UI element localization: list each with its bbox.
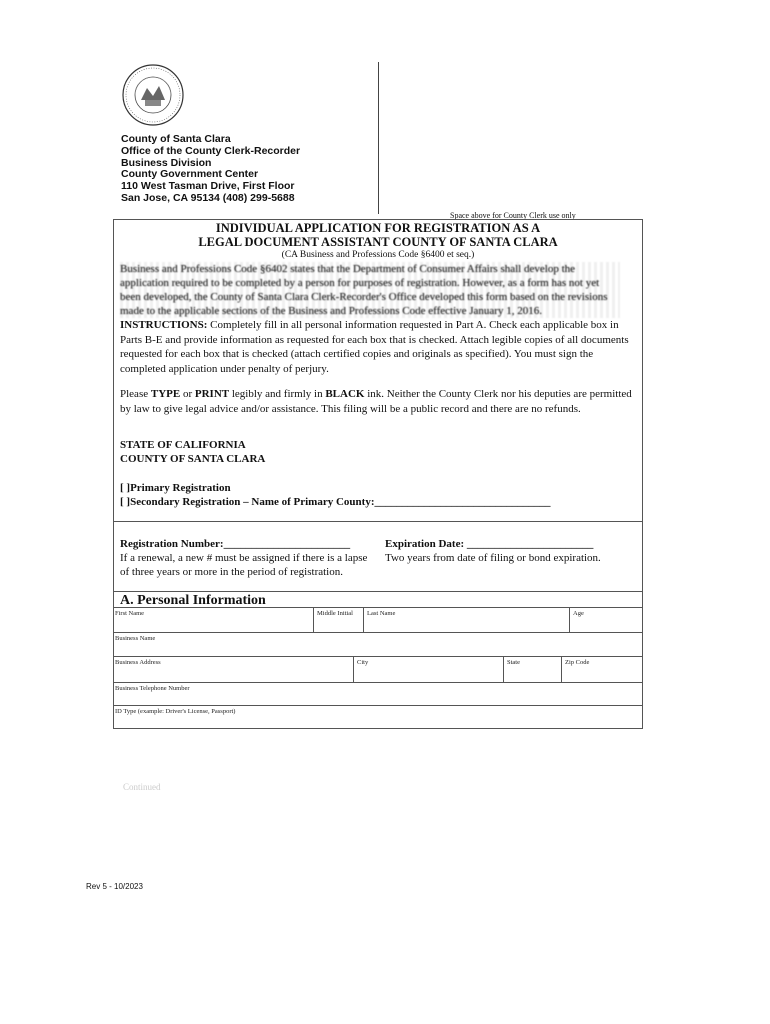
field-divider [353,657,354,683]
type-keyword: TYPE [150,388,181,400]
ink-text: ink. Neither the County Clerk nor his deputies are permitted by law to give legal advice and/or assistance. This filing will be a public record and there are no refunds. [120,388,632,415]
address-line: 110 West Tasman Drive, First Floor [121,180,295,193]
field-divider [363,608,364,633]
expiration-date-block [385,537,640,565]
faint-continued-text: Continued [123,782,161,792]
expiration-date-field[interactable]: Expiration Date: _______________________ [385,538,594,550]
business-address-field[interactable] [113,657,353,683]
registration-number-block [120,537,375,579]
last-name-label: Last Name [367,610,396,617]
city-field[interactable] [355,657,503,683]
clerk-use-divider [378,62,379,214]
section-a-heading: A. Personal Information [120,593,266,608]
form-title [113,221,643,249]
field-divider [503,657,504,683]
form-title-line: LEGAL DOCUMENT ASSISTANT COUNTY OF SANTA CLARA [198,235,558,249]
print-keyword: PRINT [194,388,230,400]
revision-label: Rev 5 - 10/2023 [86,882,143,891]
first-name-label: First Name [115,610,145,617]
business-name-label: Business Name [115,635,156,642]
primary-registration-checkbox[interactable]: [ ]Primary Registration [120,482,231,494]
state-label: STATE OF CALIFORNIA [120,439,246,451]
clerk-use-note: Space above for County Clerk use only [450,211,576,220]
middle-initial-label: Middle Initial [317,610,353,617]
form-subtitle: (CA Business and Professions Code §6400 et seq.) [281,250,475,260]
instructions-text: Completely fill in all personal information requested in Part A. Check each applicable box in Parts B-E and provide information as requested for each box that is checked. Attach legible copies of all documents requested for each box that is checked (attach certified copies and originals as specified). You must sign the completed application under penalty of perjury. [120,319,629,375]
zip-code-label: Zip Code [565,659,590,666]
address-line: Business Division [121,156,212,169]
business-phone-field[interactable] [113,682,643,705]
zip-code-field[interactable] [563,657,641,683]
address-line: San Jose, CA 95134 (408) 299-5688 [121,191,295,204]
business-name-field[interactable] [113,632,643,656]
ink-instructions-paragraph [120,387,635,416]
address-line: County Government Center [121,168,259,181]
business-address-label: Business Address [115,659,161,666]
black-keyword: BLACK [325,388,365,400]
county-address-block [121,134,300,205]
age-field[interactable] [571,608,641,633]
ink-text: Please [120,388,151,400]
business-phone-label: Business Telephone Number [115,685,190,692]
state-field[interactable] [505,657,561,683]
field-divider [561,657,562,683]
instructions-label: INSTRUCTIONS: [120,319,208,331]
registration-type-options [120,481,550,509]
jurisdiction-heading [120,438,265,466]
city-label: City [357,659,369,666]
address-line: Office of the County Clerk-Recorder [121,144,301,157]
county-label: COUNTY OF SANTA CLARA [120,453,266,465]
address-row [113,656,643,682]
section-divider [113,521,643,522]
ink-text: legibly and firmly in [229,388,326,400]
registration-number-field[interactable]: Registration Number:_______________________ [120,538,351,550]
middle-initial-field[interactable] [315,608,363,633]
secondary-registration-checkbox[interactable]: [ ]Secondary Registration – Name of Primary County:________________________________ [120,496,551,508]
field-divider [313,608,314,633]
section-divider [113,591,643,592]
registration-number-note: If a renewal, a new # must be assigned if there is a lapse of three years or more in the period of registration. [120,552,368,578]
age-label: Age [573,610,584,617]
state-field-label: State [507,659,520,666]
last-name-field[interactable] [365,608,565,633]
id-type-field[interactable] [113,705,643,729]
first-name-field[interactable] [113,608,313,633]
instructions-paragraph [120,318,635,376]
county-seal-logo [121,58,185,132]
intro-paragraph: Business and Professions Code §6402 states that the Department of Consumer Affairs shall develop the application required to be completed by a person for purposes of registration. However, as a form has not yet been developed, the County of Santa Clara Clerk-Recorder's Office developed this form based on the revisions made to the applicable sections of the Business and Professions Code effective January 1, 2016. [120,262,620,318]
address-line: County of Santa Clara [121,133,231,145]
form-title-line: INDIVIDUAL APPLICATION FOR REGISTRATION AS A [215,221,541,235]
id-type-label: ID Type (example: Driver's License, Passport) [115,708,236,715]
expiration-date-note: Two years from date of filing or bond expiration. [385,552,601,564]
name-row [113,607,643,632]
field-divider [569,608,570,633]
ink-text: or [180,388,195,400]
